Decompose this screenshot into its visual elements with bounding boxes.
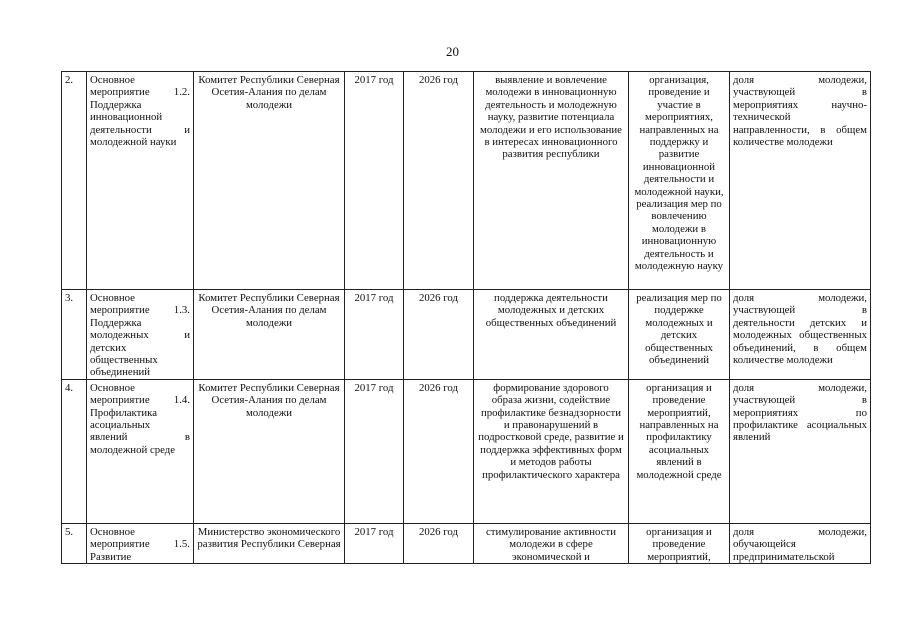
- row-number: 2.: [62, 72, 87, 290]
- start-year: 2017 год: [345, 72, 404, 290]
- indicator: доля молодежи, участвующей в мероприятиях по профилактике асоциальных явлений: [730, 379, 871, 523]
- program-events-table: [61, 71, 871, 564]
- indicator: доля молодежи, участвующей в мероприятиях научно-технической направленности, в общем количестве молодежи: [730, 72, 871, 290]
- main-measures: организация и проведение мероприятий, направленных на профилактику асоциальных явлений в молодежной среде: [629, 379, 730, 523]
- event-name: Основное мероприятие 1.3. Поддержка молодежных и детских общественных объединений: [87, 290, 194, 380]
- end-year: 2026 год: [404, 379, 474, 523]
- start-year: 2017 год: [345, 379, 404, 523]
- table-row: [62, 523, 871, 563]
- table-row: [62, 290, 871, 380]
- table-row: [62, 379, 871, 523]
- expected-result: формирование здорового образа жизни, содействие профилактике безнадзорности и правонарушений в подростковой среде, развитие и поддержка эффективных форм и методов работы профилактического характера: [474, 379, 629, 523]
- page-number: 20: [446, 44, 459, 59]
- table-row: [62, 72, 871, 290]
- start-year: 2017 год: [345, 523, 404, 563]
- expected-result: выявление и вовлечение молодежи в инновационную деятельность и молодежную науку, развитие потенциала молодежи и его использование в интересах инновационного развития республики: [474, 72, 629, 290]
- event-name: Основное мероприятие 1.2. Поддержка инновационной деятельности и молодежной науки: [87, 72, 194, 290]
- main-measures: организация и проведение мероприятий,: [629, 523, 730, 563]
- responsible-executor: Комитет Республики Северная Осетия-Алания по делам молодежи: [194, 290, 345, 380]
- end-year: 2026 год: [404, 72, 474, 290]
- responsible-executor: Министерство экономического развития Республики Северная: [194, 523, 345, 563]
- start-year: 2017 год: [345, 290, 404, 380]
- event-name: Основное мероприятие 1.4. Профилактика асоциальных явлений в молодежной среде: [87, 379, 194, 523]
- row-number: 4.: [62, 379, 87, 523]
- indicator: доля молодежи, участвующей в деятельности детских и молодежных общественных объединений, в общем количестве молодежи: [730, 290, 871, 380]
- event-name: Основное мероприятие 1.5. Развитие: [87, 523, 194, 563]
- indicator: доля молодежи, обучающейся предпринимательской: [730, 523, 871, 563]
- row-number: 3.: [62, 290, 87, 380]
- expected-result: стимулирование активности молодежи в сфере экономической и: [474, 523, 629, 563]
- row-number: 5.: [62, 523, 87, 563]
- main-measures: реализация мер по поддержке молодежных и детских общественных объединений: [629, 290, 730, 380]
- main-measures: организация, проведение и участие в мероприятиях, направленных на поддержку и развитие инновационной деятельности и молодежной науки, реализация мер по вовлечению молодежи в инновационную деятельность и молодежную науку: [629, 72, 730, 290]
- end-year: 2026 год: [404, 290, 474, 380]
- end-year: 2026 год: [404, 523, 474, 563]
- expected-result: поддержка деятельности молодежных и детских общественных объединений: [474, 290, 629, 380]
- responsible-executor: Комитет Республики Северная Осетия-Алания по делам молодежи: [194, 379, 345, 523]
- responsible-executor: Комитет Республики Северная Осетия-Алания по делам молодежи: [194, 72, 345, 290]
